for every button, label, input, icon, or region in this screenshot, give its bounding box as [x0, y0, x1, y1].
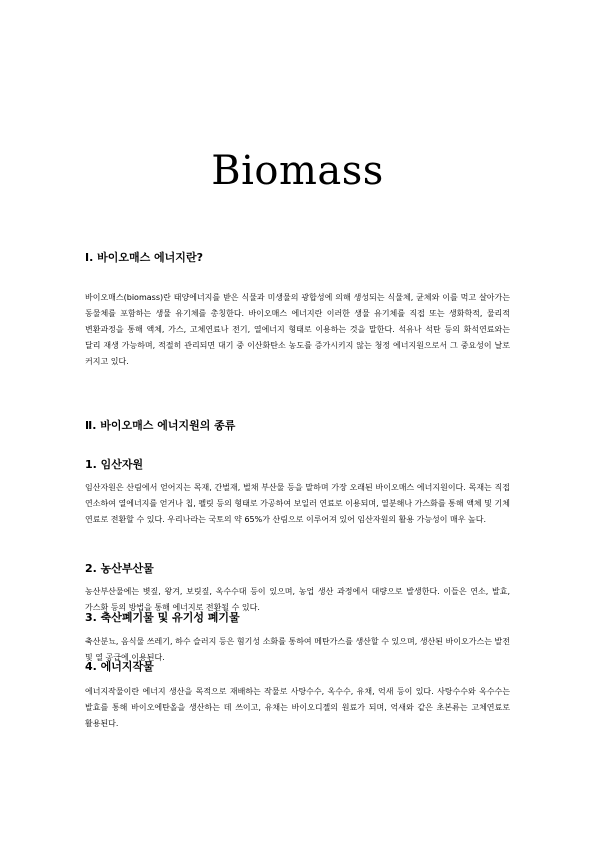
section-heading-types: Ⅱ. 바이오매스 에너지원의 종류 — [85, 419, 236, 432]
subsection-body-forest: 임산자원은 산림에서 얻어지는 목재, 간벌재, 벌채 부산물 등을 말하며 가장 오래된 바이오매스 에너지원이다. 목재는 직접 연소하여 열에너지를 얻거나 칩, 펠릿 등의 형태로 가공하여 보일러 연료로 이용되며, 열분해나 가스화를 통해 액체 및 기체 연료로 전환할 수 있다. 우리나라는 국토의 약 65%가 산림으로 이루어져 있어 임산자원의 활용 가능성이 매우 높다. — [85, 483, 510, 524]
subsection-body-energy-crops: 에너지작물이란 에너지 생산을 목적으로 재배하는 작물로 사탕수수, 옥수수, 유채, 억새 등이 있다. 사탕수수와 옥수수는 발효를 통해 바이오에탄올을 생산하는 데 쓰이고, 유채는 바이오디젤의 원료가 되며, 억새와 같은 초본류는 고체연료로 활용된다. — [85, 687, 510, 728]
section-body-intro: 바이오매스(biomass)란 태양에너지를 받은 식물과 미생물의 광합성에 의해 생성되는 식물체, 균체와 이를 먹고 살아가는 동물체를 포함하는 생물 유기체를 총칭한다. 바이오매스 에너지란 이러한 생물 유기체를 직접 또는 생화학적, 물리적 변환과정을 통해 액체, 가스, 고체연료나 전기, 열에너지 형태로 이용하는 것을 말한다. 석유나 석탄 등의 화석연료와는 달리 재생 가능하며, 적절히 관리되면 대기 중 이산화탄소 농도를 증가시키지 않는 청정 에너지원으로서 그 중요성이 날로 커지고 있다. — [85, 293, 510, 366]
subsection-heading-livestock: 3. 축산폐기물 및 유기성 폐기물 — [85, 611, 240, 624]
subsection-heading-energy-crops: 4. 에너지작물 — [85, 660, 154, 673]
subsection-heading-agriculture: 2. 농산부산물 — [85, 562, 154, 575]
subsection-body-livestock: 축산분뇨, 음식물 쓰레기, 하수 슬러지 등은 혐기성 소화를 통하여 메탄가스를 생산할 수 있으며, 생산된 바이오가스는 발전 및 열 공급에 이용된다. — [85, 637, 510, 662]
document-title: Biomass — [211, 147, 384, 194]
subsection-body-agriculture: 농산부산물에는 볏짚, 왕겨, 보릿짚, 옥수수대 등이 있으며, 농업 생산 과정에서 대량으로 발생한다. 이들은 연소, 발효, 가스화 등의 방법을 통해 에너지로 전환될 수 있다. — [85, 587, 510, 612]
section-heading-intro: Ⅰ. 바이오매스 에너지란? — [85, 251, 203, 264]
subsection-heading-forest: 1. 임산자원 — [85, 458, 144, 471]
